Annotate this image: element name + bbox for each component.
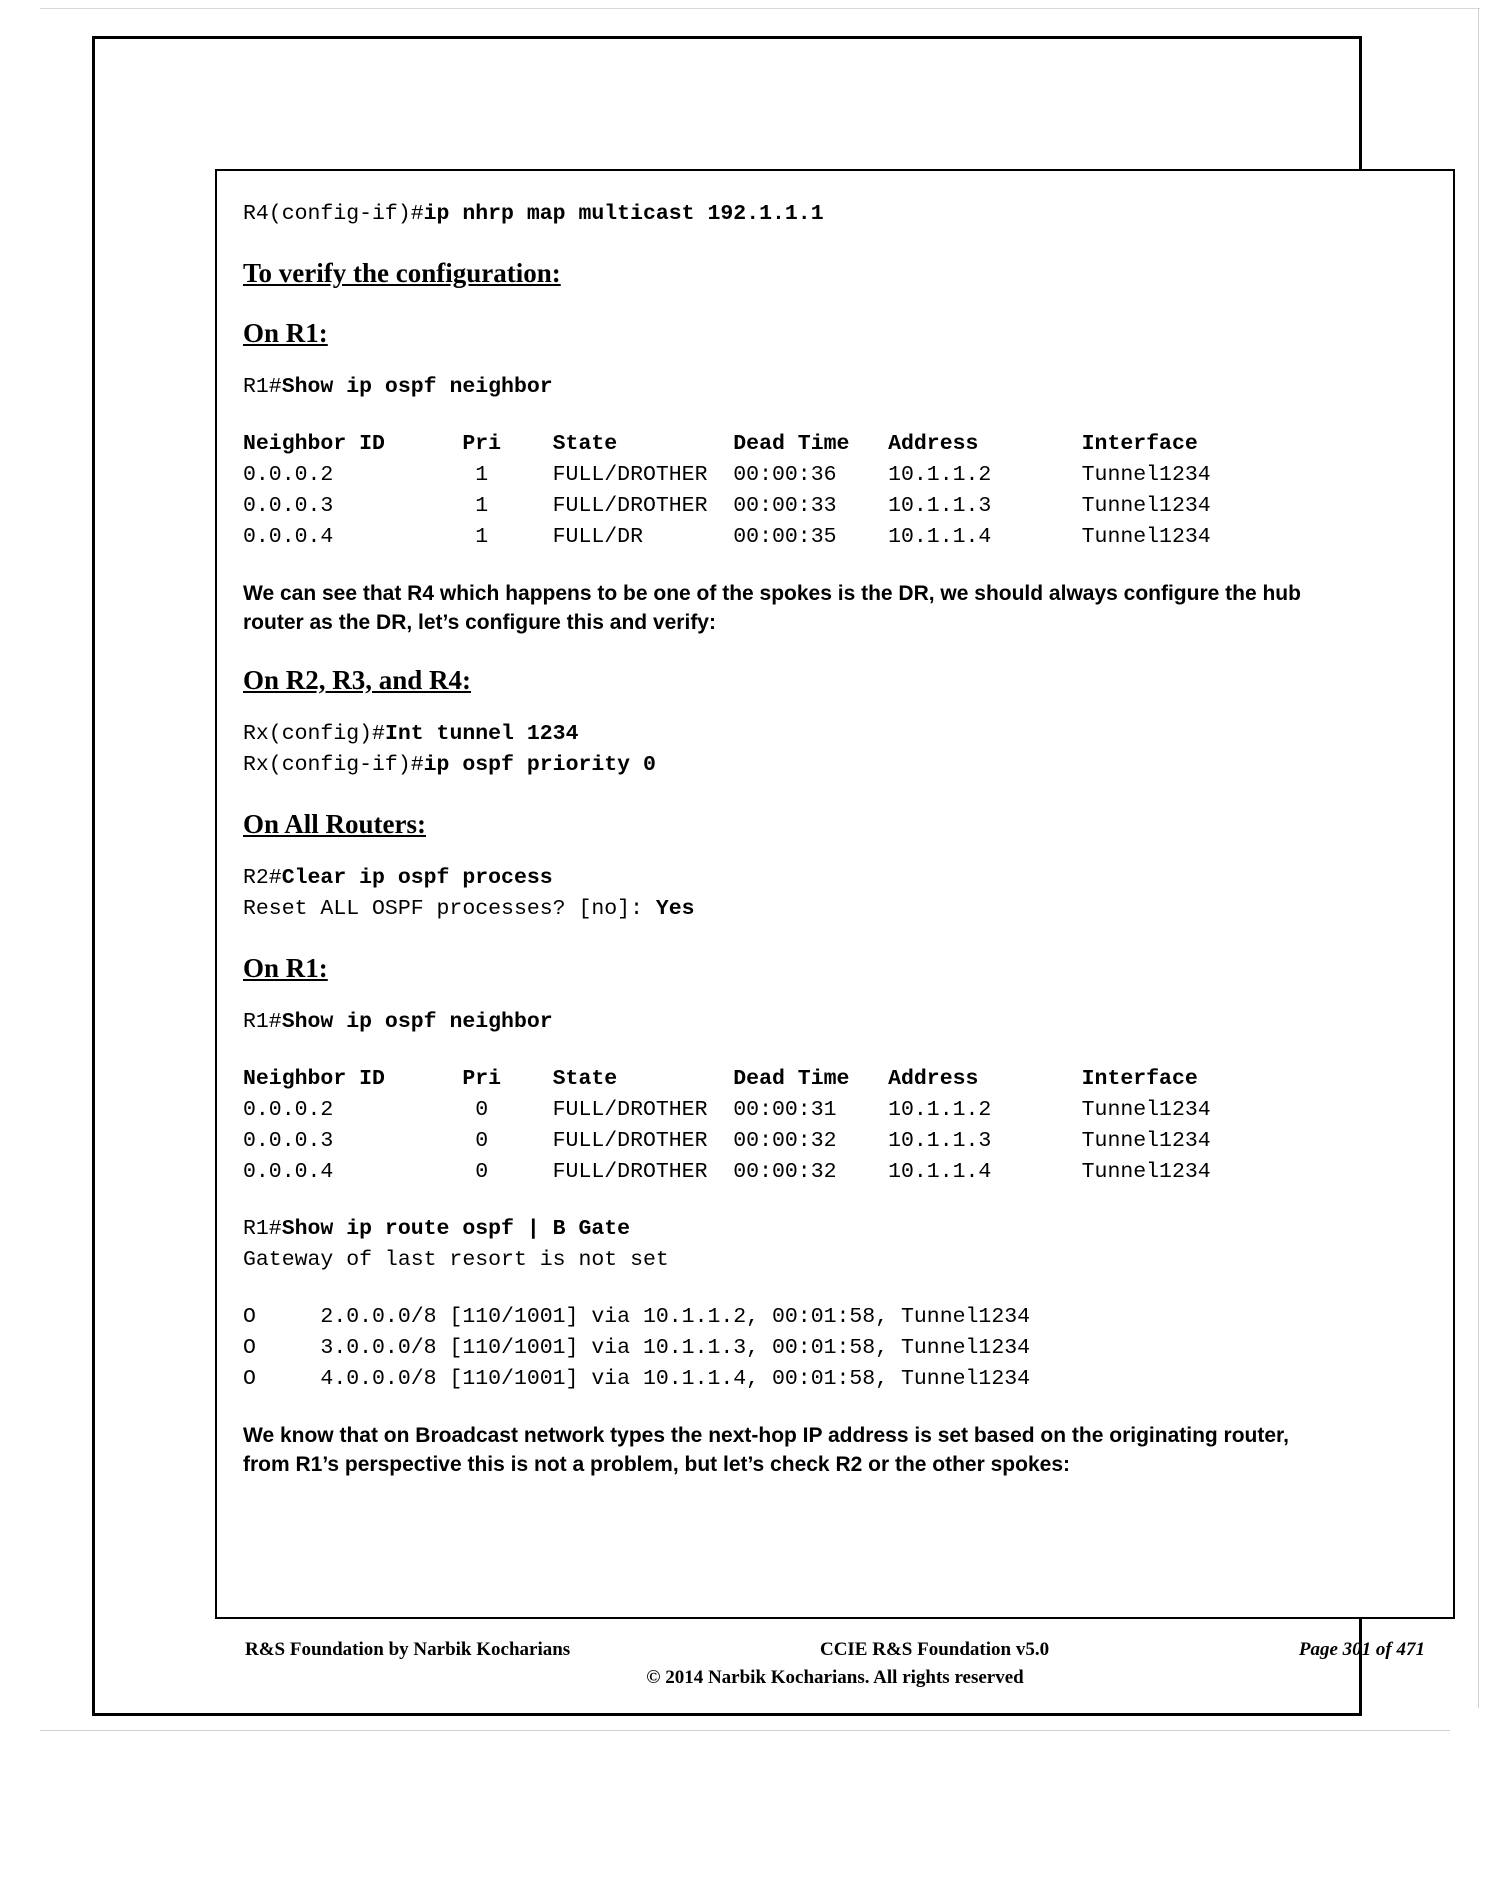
command-line-show-ospf-neighbor-2 [243, 1007, 1427, 1038]
scan-edge-right [1478, 8, 1479, 1708]
content-box [215, 169, 1455, 1619]
table2-header: Neighbor ID Pri State Dead Time Address Interface [243, 1067, 1198, 1091]
footer-page-number: Page 301 of 471 [1298, 1639, 1425, 1660]
command-line-int-tunnel [243, 719, 1427, 750]
answer-yes: Yes [655, 897, 695, 921]
paragraph-broadcast-nexthop-line1: We know that on Broadcast network types the next-hop IP address is set based on the originating router, [243, 1424, 1289, 1447]
scan-edge-bottom [40, 1730, 1450, 1731]
command-show-ip-ospf-neighbor-2: Show ip ospf neighbor [281, 1010, 553, 1034]
prompt-rx-config-if: Rx(config-if)# [243, 753, 424, 777]
route-row: O 3.0.0.0/8 [110/1001] via 10.1.1.3, 00:01:58, Tunnel1234 [243, 1336, 1031, 1360]
prompt-r1-route: R1# [243, 1217, 282, 1241]
command-ip-ospf-priority-0: ip ospf priority 0 [423, 753, 656, 777]
prompt-r1-second: R1# [243, 1010, 282, 1034]
route-row: O 2.0.0.0/8 [110/1001] via 10.1.1.2, 00:01:58, Tunnel1234 [243, 1305, 1031, 1329]
table1-row: 0.0.0.3 1 FULL/DROTHER 00:00:33 10.1.1.3 Tunnel1234 [243, 494, 1211, 518]
command-ip-nhrp-map: ip nhrp map multicast 192.1.1.1 [423, 202, 824, 226]
table2-row: 0.0.0.4 0 FULL/DROTHER 00:00:32 10.1.1.4 Tunnel1234 [243, 1160, 1211, 1184]
command-line-nhrp-map [243, 199, 1427, 230]
heading-on-all-routers: On All Routers: [243, 809, 427, 839]
command-clear-ip-ospf-process: Clear ip ospf process [281, 866, 553, 890]
prompt-r1-first: R1# [243, 375, 282, 399]
prompt-r2: R2# [243, 866, 282, 890]
table2-row: 0.0.0.2 0 FULL/DROTHER 00:00:31 10.1.1.2 Tunnel1234 [243, 1098, 1211, 1122]
paragraph-broadcast-nexthop-line2: from R1’s perspective this is not a problem, but let’s check R2 or the other spokes: [243, 1453, 1070, 1476]
table1-row: 0.0.0.4 1 FULL/DR 00:00:35 10.1.1.4 Tunnel1234 [243, 525, 1211, 549]
paragraph-dr-explanation-line2: router as the DR, let’s configure this and verify: [243, 611, 716, 634]
footer-copyright: © 2014 Narbik Kocharians. All rights reserved [646, 1667, 1024, 1688]
scan-edge-top [40, 8, 1480, 9]
heading-on-r1-second: On R1: [243, 953, 328, 983]
heading-on-r1-first: On R1: [243, 318, 328, 348]
command-int-tunnel-1234: Int tunnel 1234 [384, 722, 579, 746]
heading-verify-configuration: To verify the configuration: [243, 258, 561, 288]
page-footer [215, 1639, 1455, 1689]
heading-on-r2-r3-r4: On R2, R3, and R4: [243, 665, 472, 695]
line-reset-ospf-prompt [243, 894, 1427, 925]
prompt-r4-config-if: R4(config-if)# [243, 202, 424, 226]
line-gateway-of-last-resort: Gateway of last resort is not set [243, 1248, 669, 1272]
table1-row: 0.0.0.2 1 FULL/DROTHER 00:00:36 10.1.1.2 Tunnel1234 [243, 463, 1211, 487]
paragraph-dr-explanation-line1: We can see that R4 which happens to be one of the spokes is the DR, we should always configure the hub [243, 582, 1301, 605]
footer-left-text: R&S Foundation by Narbik Kocharians [245, 1639, 571, 1660]
table2-row: 0.0.0.3 0 FULL/DROTHER 00:00:32 10.1.1.3 Tunnel1234 [243, 1129, 1211, 1153]
command-line-clear-ospf [243, 863, 1427, 894]
footer-center-text: CCIE R&S Foundation v5.0 [819, 1639, 1050, 1660]
text-reset-all-ospf: Reset ALL OSPF processes? [no]: [243, 897, 656, 921]
command-show-ip-route-ospf: Show ip route ospf | B Gate [281, 1217, 631, 1241]
prompt-rx-config: Rx(config)# [243, 722, 385, 746]
command-line-ospf-priority [243, 750, 1427, 781]
command-show-ip-ospf-neighbor-1: Show ip ospf neighbor [281, 375, 553, 399]
command-line-show-ip-route [243, 1214, 1427, 1245]
command-line-show-ospf-neighbor-1 [243, 372, 1427, 403]
page-frame [92, 36, 1425, 1716]
table1-header: Neighbor ID Pri State Dead Time Address Interface [243, 432, 1198, 456]
route-row: O 4.0.0.0/8 [110/1001] via 10.1.1.4, 00:01:58, Tunnel1234 [243, 1367, 1031, 1391]
